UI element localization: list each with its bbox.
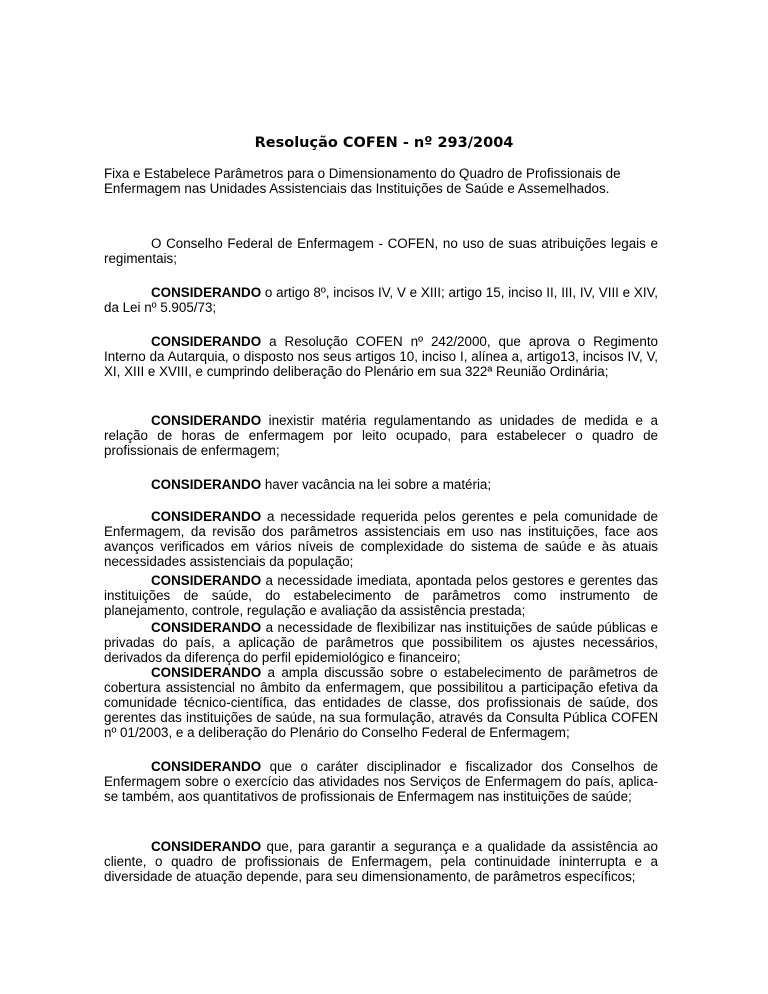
considerando-label: CONSIDERANDO xyxy=(151,665,262,680)
considerando-8 xyxy=(104,665,658,740)
considerando-text: que o caráter disciplinador e fiscalizador dos Conselhos de Enfermagem sobre o exercício das atividades nos Serviços de Enfermagem do país, aplica-se também, aos quantitativos de profissionais de Enfermagem nas instituições de saúde; xyxy=(104,759,658,804)
document-title: Resolução COFEN - nº 293/2004 xyxy=(254,135,514,151)
considerando-text: a necessidade requerida pelos gerentes e pela comunidade de Enfermagem, da revisão dos parâmetros assistenciais em uso nas instituições, face aos avanços verificados em vários níveis de complexidade do sistema de saúde e às atuais necessidades assistenciais da população; xyxy=(104,509,658,569)
considerando-label: CONSIDERANDO xyxy=(151,759,262,774)
considerando-label: CONSIDERANDO xyxy=(151,477,262,492)
considerando-label: CONSIDERANDO xyxy=(151,620,262,635)
considerando-label: CONSIDERANDO xyxy=(151,839,262,854)
considerando-9 xyxy=(104,759,658,804)
considerando-text: a Resolução COFEN nº 242/2000, que aprova o Regimento Interno da Autarquia, o disposto nos seus artigos 10, inciso I, alínea a, artigo13, incisos IV, V, XI, XIII e XVIII, e cumprindo deliberação do Plenário em sua 322ª Reunião Ordinária; xyxy=(104,334,658,379)
considerando-6 xyxy=(104,573,658,618)
considerando-text: a necessidade de flexibilizar nas instituições de saúde públicas e privadas do país, a aplicação de parâmetros que possibilitem os ajustes necessários, derivados da diferença do perfil epidemiológico e financeiro; xyxy=(104,620,658,665)
considerando-text: a ampla discussão sobre o estabelecimento de parâmetros de cobertura assistencial no âmbito da enfermagem, que possibilitou a participação efetiva da comunidade técnico-científica, das entidades de classe, dos profissionais de saúde, dos gerentes das instituições de saúde, na sua formulação, através da Consulta Pública COFEN nº 01/2003, e a deliberação do Plenário do Conselho Federal de Enfermagem; xyxy=(104,665,658,740)
considerando-2 xyxy=(104,334,658,379)
considerando-3 xyxy=(104,413,658,458)
considerando-text: o artigo 8º, incisos IV, V e XIII; artigo 15, inciso II, III, IV, VIII e XIV, da Lei nº 5.905/73; xyxy=(104,285,658,315)
considerando-1 xyxy=(104,285,658,315)
considerando-5 xyxy=(104,509,658,569)
considerando-label: CONSIDERANDO xyxy=(151,285,262,300)
considerando-7 xyxy=(104,620,658,665)
considerando-text: haver vacância na lei sobre a matéria; xyxy=(261,477,492,492)
considerando-text: inexistir matéria regulamentando as unidades de medida e a relação de horas de enfermagem por leito ocupado, para estabelecer o quadro de profissionais de enfermagem; xyxy=(104,413,658,458)
considerando-text: que, para garantir a segurança e a qualidade da assistência ao cliente, o quadro de profissionais de Enfermagem, pela continuidade ininterrupta e a diversidade de atuação depende, para seu dimensionamento, de parâmetros específicos; xyxy=(104,839,658,884)
document-summary: Fixa e Estabelece Parâmetros para o Dimensionamento do Quadro de Profissionais de Enfermagem nas Unidades Assistenciais das Instituições de Saúde e Assemelhados. xyxy=(104,166,621,196)
considerando-text: a necessidade imediata, apontada pelos gestores e gerentes das instituições de saúde, do estabelecimento de parâmetros como instrumento de planejamento, controle, regulação e avaliação da assistência prestada; xyxy=(104,573,658,618)
considerando-4 xyxy=(104,477,658,492)
considerando-label: CONSIDERANDO xyxy=(151,334,262,349)
preamble: O Conselho Federal de Enfermagem - COFEN, no uso de suas atribuições legais e regimentais; xyxy=(104,236,658,266)
considerando-label: CONSIDERANDO xyxy=(151,573,262,588)
considerando-10 xyxy=(104,839,658,884)
considerando-label: CONSIDERANDO xyxy=(151,509,262,524)
considerando-label: CONSIDERANDO xyxy=(151,413,262,428)
